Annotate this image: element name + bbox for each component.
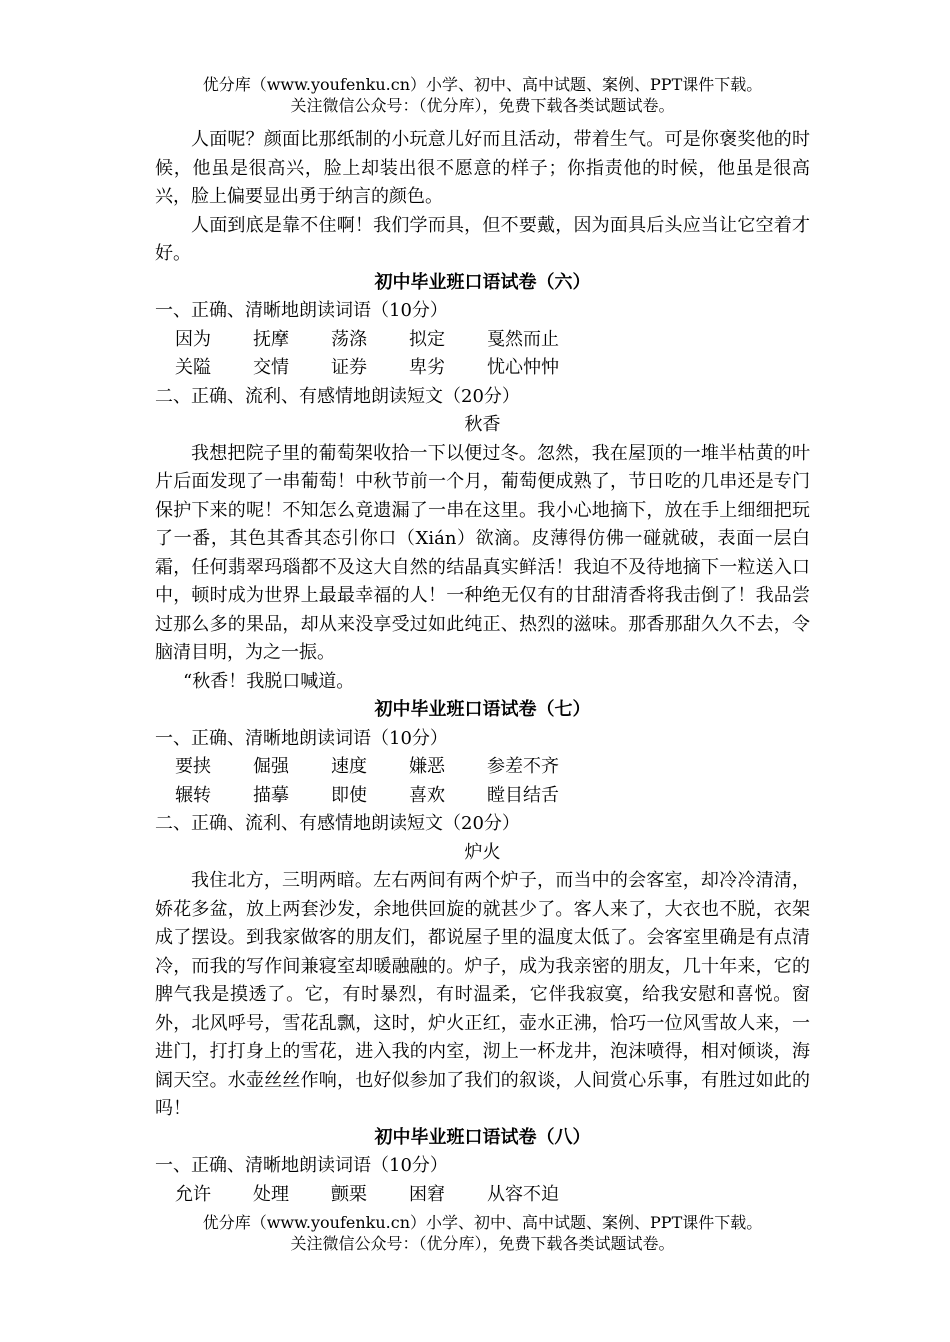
footer-line-1: 优分库（www.youfenku.cn）小学、初中、高中试题、案例、PPT课件下载。	[202, 1213, 763, 1232]
word: 瞠目结舌	[487, 784, 559, 806]
word: 参差不齐	[487, 756, 559, 777]
exam-seven-word-row-2	[155, 782, 810, 811]
exam-seven-question-1: 一、正确、清晰地朗读词语（10分）	[155, 727, 448, 749]
exam-six-word-row-2	[155, 354, 810, 383]
word: 抚摩	[253, 328, 289, 350]
exam-six-essay-title: 秋香	[464, 414, 501, 435]
exam-six-question-2: 二、正确、流利、有感情地朗读短文（20分）	[155, 385, 520, 407]
word: 拟定	[409, 328, 445, 350]
header-line-1: 优分库（www.youfenku.cn）小学、初中、高中试题、案例、PPT课件下载。	[202, 75, 763, 94]
word: 速度	[331, 756, 367, 777]
word: 倔强	[253, 756, 289, 777]
word: 处理	[253, 1183, 289, 1205]
intro-paragraph-2: 人面到底是靠不住啊！我们学而具，但不要戴，因为面具后头应当让它空着才好。	[155, 214, 810, 264]
word: 因为	[175, 328, 211, 350]
word: 荡涤	[331, 328, 367, 350]
intro-paragraph-1: 人面呢？颜面比那纸制的小玩意儿好而且活动，带着生气。可是你褒奖他的时候，他虽是很高兴，脸上却装出很不愿意的样子；你指责他的时候，他虽是很高兴，脸上偏要显出勇于纳言的颜色。	[155, 129, 810, 207]
page-footer	[155, 1212, 810, 1254]
exam-six-title: 初中毕业班口语试卷（六）	[374, 271, 591, 293]
word: 交情	[253, 357, 289, 378]
word: 颤栗	[331, 1183, 367, 1205]
exam-seven-title: 初中毕业班口语试卷（七）	[374, 699, 591, 720]
word: 忧心忡忡	[487, 357, 559, 378]
exam-seven	[155, 696, 810, 1124]
exam-eight-word-row-1	[155, 1181, 810, 1210]
exam-six-quote: “秋香！我脱口喊道。	[183, 670, 355, 692]
exam-seven-word-row-1	[155, 753, 810, 782]
word: 描摹	[253, 784, 289, 806]
word: 嫌恶	[409, 756, 445, 777]
word: 允许	[175, 1183, 211, 1205]
document-page	[155, 74, 810, 1209]
word: 辗转	[175, 784, 211, 806]
exam-seven-essay-title: 炉火	[464, 841, 501, 863]
word: 证券	[331, 357, 367, 378]
exam-six	[155, 269, 810, 697]
exam-six-question-1: 一、正确、清晰地朗读词语（10分）	[155, 300, 448, 321]
footer-line-2: 关注微信公众号：（优分库），免费下载各类试题试卷。	[290, 1234, 675, 1253]
word: 从容不迫	[487, 1183, 559, 1205]
exam-seven-essay: 我住北方，三明两暗。左右两间有两个炉子，而当中的会客室，却冷冷清清，娇花多盆，放上两套沙发，余地供回旋的就甚少了。客人来了，大衣也不脱，衣架成了摆设。到我家做客的朋友们，都说屋子里的温度太低了。会客室里确是有点清冷，而我的写作间兼寝室却暖融融的。炉子，成为我亲密的朋友，几十年来，它的脾气我是摸透了。它，有时暴烈，有时温柔，它伴我寂寞，给我安慰和喜悦。窗外，北风呼号，雪花乱飘，这时，炉火正红，壶水正沸，恰巧一位风雪故人来，一进门，打打身上的雪花，进入我的内室，沏上一杯龙井，泡沫喷得，相对倾谈，海阔天空。水壶丝丝作响，也好似参加了我们的叙谈，人间赏心乐事，有胜过如此的吗！	[155, 870, 810, 1119]
word: 即使	[331, 784, 367, 806]
word: 困窘	[409, 1183, 445, 1205]
word: 关隘	[175, 357, 211, 378]
exam-eight	[155, 1124, 810, 1210]
word: 喜欢	[409, 784, 445, 806]
page-header	[155, 74, 810, 116]
exam-eight-question-1: 一、正确、清晰地朗读词语（10分）	[155, 1155, 448, 1176]
word: 卑劣	[409, 357, 445, 378]
exam-six-essay: 我想把院子里的葡萄架收拾一下以便过冬。忽然，我在屋顶的一堆半枯黄的叶片后面发现了一串葡萄！中秋节前一个月，葡萄便成熟了，节日吃的几串还是专门保护下来的呢！不知怎么竟遗漏了一串在这里。我小心地摘下，放在手上细细把玩了一番，其色其香其态引你口（Xián）欲滴。皮薄得仿佛一碰就破，表面一层白霜，任何翡翠玛瑙都不及这大自然的结晶真实鲜活！我迫不及待地摘下一粒送入口中，顿时成为世界上最最幸福的人！一种绝无仅有的甘甜清香将我击倒了！我品尝过那么多的果品，却从来没享受过如此纯正、热烈的滋味。那香那甜久久不去，令脑清目明，为之一振。	[155, 442, 810, 663]
header-line-2: 关注微信公众号：（优分库），免费下载各类试题试卷。	[290, 96, 675, 115]
word: 戛然而止	[487, 328, 559, 350]
exam-eight-title: 初中毕业班口语试卷（八）	[374, 1126, 591, 1148]
word: 要挟	[175, 756, 211, 777]
exam-seven-question-2: 二、正确、流利、有感情地朗读短文（20分）	[155, 813, 520, 834]
exam-six-word-row-1	[155, 326, 810, 355]
